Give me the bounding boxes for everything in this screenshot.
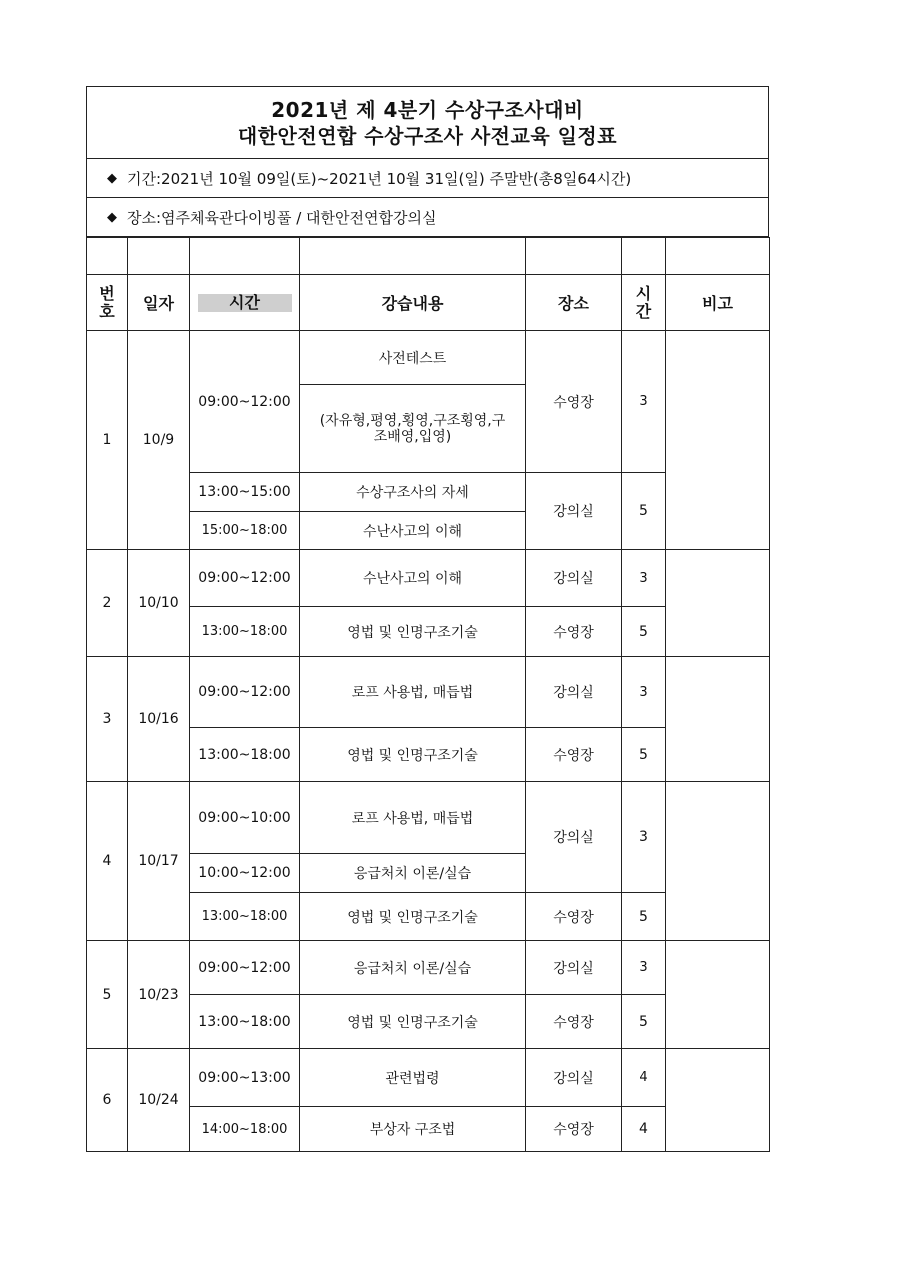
note-cell [666,331,770,550]
hours-cell: 5 [622,995,666,1049]
content-cell: (자유형,평영,횡영,구조횡영,구조배영,입영) [300,385,526,473]
note-cell [666,782,770,941]
hours-cell: 3 [622,550,666,607]
title-line-1: 2021년 제 4분기 수상구조사대비 [271,97,584,122]
day-date: 10/24 [128,1049,190,1152]
hours-cell: 3 [622,941,666,995]
header-content: 강습내용 [300,275,526,331]
document-title [86,86,769,159]
content-cell: 응급처치 이론/실습 [300,941,526,995]
content-cell: 관련법령 [300,1049,526,1107]
day-date: 10/17 [128,782,190,941]
diamond-bullet-icon: ◆ [107,170,117,186]
time-cell: 13:00~15:00 [190,473,300,512]
content-cell: 영법 및 인명구조기술 [300,893,526,941]
time-cell: 13:00~18:00 [190,607,300,657]
table-row [87,657,770,728]
header-place: 장소 [526,275,622,331]
hours-cell: 3 [622,782,666,893]
time-cell: 13:00~18:00 [190,995,300,1049]
note-cell [666,657,770,782]
header-row [87,275,770,331]
table-row [87,550,770,607]
schedule-table [86,237,770,1152]
schedule-document [86,86,769,1152]
time-cell: 15:00~18:00 [190,512,300,550]
time-cell: 09:00~10:00 [190,782,300,854]
header-note: 비고 [666,275,770,331]
hours-cell: 5 [622,607,666,657]
period-row [86,159,769,198]
header-date: 일자 [128,275,190,331]
diamond-bullet-icon: ◆ [107,209,117,225]
hours-cell: 5 [622,893,666,941]
table-row [87,782,770,854]
note-cell [666,550,770,657]
day-date: 10/10 [128,550,190,657]
period-text: 기간:2021년 10월 09일(토)~2021년 10월 31일(일) 주말반(총8일64시간) [127,169,632,188]
hours-cell: 3 [622,657,666,728]
header-hours: 시 간 [622,275,666,331]
day-number: 3 [87,657,128,782]
content-cell: 수난사고의 이해 [300,512,526,550]
content-cell: 로프 사용법, 매듭법 [300,657,526,728]
place-cell: 강의실 [526,941,622,995]
note-cell [666,941,770,1049]
place-cell: 수영장 [526,331,622,473]
time-cell: 09:00~12:00 [190,331,300,473]
place-cell: 강의실 [526,1049,622,1107]
day-date: 10/23 [128,941,190,1049]
title-line-2: 대한안전연합 수상구조사 사전교육 일정표 [237,123,618,148]
table-row [87,941,770,995]
hours-cell: 4 [622,1049,666,1107]
content-cell: 부상자 구조법 [300,1107,526,1152]
day-date: 10/16 [128,657,190,782]
place-text: 장소:염주체육관다이빙풀 / 대한안전연합강의실 [127,208,437,227]
place-cell: 수영장 [526,893,622,941]
content-cell: 사전테스트 [300,331,526,385]
hours-cell: 5 [622,728,666,782]
day-number: 4 [87,782,128,941]
place-cell: 강의실 [526,782,622,893]
place-cell: 수영장 [526,607,622,657]
time-cell: 09:00~12:00 [190,941,300,995]
time-cell: 10:00~12:00 [190,854,300,893]
time-cell: 13:00~18:00 [190,893,300,941]
content-cell: 수난사고의 이해 [300,550,526,607]
day-number: 1 [87,331,128,550]
day-number: 6 [87,1049,128,1152]
place-cell: 수영장 [526,728,622,782]
place-cell: 수영장 [526,995,622,1049]
note-cell [666,1049,770,1152]
content-cell: 로프 사용법, 매듭법 [300,782,526,854]
hours-cell: 4 [622,1107,666,1152]
day-date: 10/9 [128,331,190,550]
day-number: 2 [87,550,128,657]
place-cell: 강의실 [526,657,622,728]
place-cell: 강의실 [526,550,622,607]
time-cell: 09:00~12:00 [190,657,300,728]
header-number: 번 호 [87,275,128,331]
time-cell: 09:00~12:00 [190,550,300,607]
time-cell: 13:00~18:00 [190,728,300,782]
table-row [87,331,770,385]
place-cell: 강의실 [526,473,622,550]
content-cell: 수상구조사의 자세 [300,473,526,512]
place-row [86,198,769,237]
hours-cell: 5 [622,473,666,550]
time-cell: 14:00~18:00 [190,1107,300,1152]
place-cell: 수영장 [526,1107,622,1152]
hours-cell: 3 [622,331,666,473]
table-row [87,1049,770,1107]
content-cell: 영법 및 인명구조기술 [300,995,526,1049]
header-time: 시간 [190,275,300,331]
content-cell: 영법 및 인명구조기술 [300,607,526,657]
time-cell: 09:00~13:00 [190,1049,300,1107]
blank-row [87,238,770,275]
content-cell: 영법 및 인명구조기술 [300,728,526,782]
content-cell: 응급처치 이론/실습 [300,854,526,893]
day-number: 5 [87,941,128,1049]
